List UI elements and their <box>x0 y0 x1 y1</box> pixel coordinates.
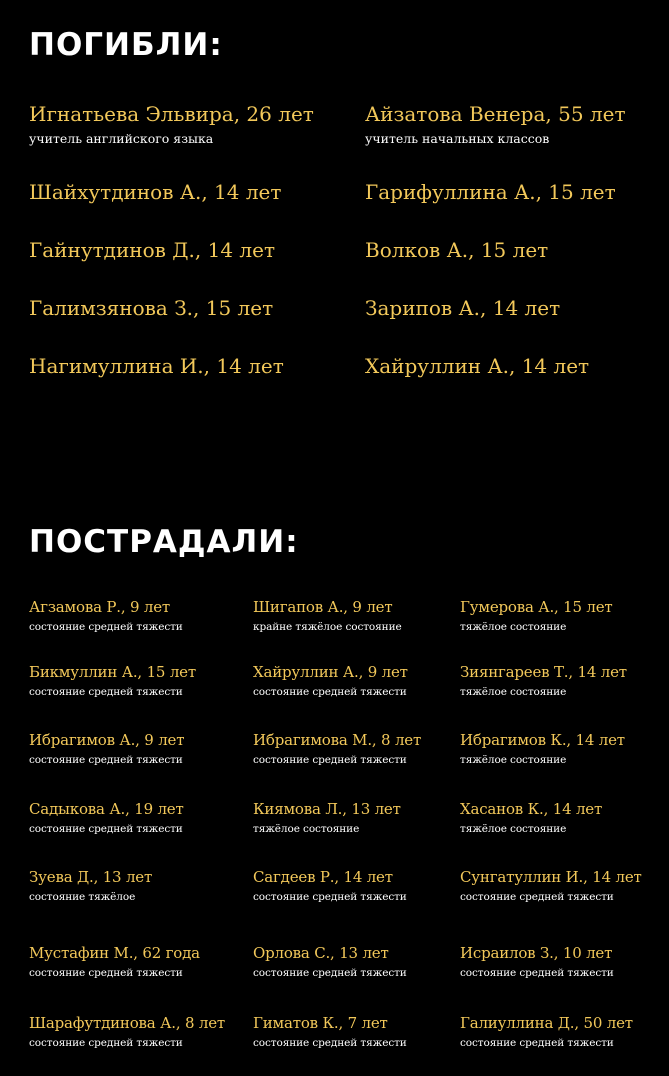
victim-name: Волков А., 15 лет <box>365 238 549 262</box>
injured-name: Агзамова Р., 9 лет <box>29 598 171 616</box>
injured-list-item <box>253 600 402 633</box>
injured-list-item <box>253 870 407 903</box>
dead-list-item <box>365 182 616 202</box>
injured-list-item <box>29 665 196 698</box>
injured-status: состояние средней тяжести <box>253 754 407 766</box>
victim-name: Хайруллин А., 14 лет <box>365 354 590 378</box>
injured-section-title: ПОСТРАДАЛИ: <box>29 524 299 560</box>
injured-name: Ибрагимова М., 8 лет <box>253 731 422 749</box>
victim-name: Игнатьева Эльвира, 26 лет <box>29 102 314 126</box>
injured-name: Мустафин М., 62 года <box>29 944 200 962</box>
injured-name: Ибрагимов К., 14 лет <box>460 731 625 749</box>
injured-status: тяжёлое состояние <box>253 823 360 835</box>
victim-name: Гарифуллина А., 15 лет <box>365 180 616 204</box>
injured-name: Зуева Д., 13 лет <box>29 868 153 886</box>
victim-name: Гайнутдинов Д., 14 лет <box>29 238 276 262</box>
injured-list-item <box>460 600 613 633</box>
injured-name: Ибрагимов А., 9 лет <box>29 731 185 749</box>
injured-list-item <box>253 1016 407 1049</box>
injured-name: Бикмуллин А., 15 лет <box>29 663 196 681</box>
dead-list-item <box>29 240 275 260</box>
injured-status: тяжёлое состояние <box>460 754 567 766</box>
injured-list-item <box>29 733 184 766</box>
dead-list-item <box>365 356 589 376</box>
injured-list-item <box>29 802 184 835</box>
injured-list-item <box>29 1016 225 1049</box>
injured-status: состояние средней тяжести <box>29 823 183 835</box>
injured-status: тяжёлое состояние <box>460 823 567 835</box>
victim-name: Нагимуллина И., 14 лет <box>29 354 284 378</box>
injured-status: состояние средней тяжести <box>29 754 183 766</box>
injured-list-item <box>460 946 614 979</box>
injured-list-item <box>29 946 200 979</box>
dead-list-item <box>29 298 273 318</box>
injured-name: Сунгатуллин И., 14 лет <box>460 868 642 886</box>
injured-list-item <box>460 870 642 903</box>
injured-status: состояние тяжёлое <box>29 891 136 903</box>
injured-status: состояние средней тяжести <box>460 967 614 979</box>
injured-name: Орлова С., 13 лет <box>253 944 389 962</box>
victim-name: Шайхутдинов А., 14 лет <box>29 180 282 204</box>
injured-name: Шарафутдинова А., 8 лет <box>29 1014 225 1032</box>
victim-name: Айзатова Венера, 55 лет <box>365 102 626 126</box>
injured-status: состояние средней тяжести <box>460 1037 614 1049</box>
injured-list-item <box>460 665 627 698</box>
injured-name: Гиматов К., 7 лет <box>253 1014 388 1032</box>
injured-list-item <box>29 870 152 903</box>
injured-list-item <box>253 733 421 766</box>
injured-status: состояние средней тяжести <box>29 621 183 633</box>
injured-status: состояние средней тяжести <box>253 686 407 698</box>
dead-section-title: ПОГИБЛИ: <box>29 27 223 63</box>
injured-name: Исраилов З., 10 лет <box>460 944 613 962</box>
injured-name: Хайруллин А., 9 лет <box>253 663 408 681</box>
injured-status: состояние средней тяжести <box>253 891 407 903</box>
injured-status: состояние средней тяжести <box>460 891 614 903</box>
injured-list-item <box>460 733 625 766</box>
injured-list-item <box>29 600 183 633</box>
injured-name: Хасанов К., 14 лет <box>460 800 603 818</box>
injured-list-item <box>460 802 602 835</box>
injured-name: Садыкова А., 19 лет <box>29 800 184 818</box>
injured-name: Киямова Л., 13 лет <box>253 800 401 818</box>
victim-name: Галимзянова З., 15 лет <box>29 296 274 320</box>
injured-name: Галиуллина Д., 50 лет <box>460 1014 633 1032</box>
dead-list-item <box>29 104 314 146</box>
injured-name: Зиянгареев Т., 14 лет <box>460 663 627 681</box>
injured-list-item <box>253 802 401 835</box>
injured-list-item <box>253 946 407 979</box>
dead-list-item <box>29 182 281 202</box>
injured-status: состояние средней тяжести <box>29 967 183 979</box>
injured-list-item <box>253 665 408 698</box>
injured-name: Сагдеев Р., 14 лет <box>253 868 393 886</box>
injured-status: состояние средней тяжести <box>253 1037 407 1049</box>
victim-name: Зарипов А., 14 лет <box>365 296 561 320</box>
injured-status: состояние средней тяжести <box>253 967 407 979</box>
injured-name: Гумерова А., 15 лет <box>460 598 613 616</box>
dead-list-item <box>365 298 560 318</box>
injured-status: крайне тяжёлое состояние <box>253 621 402 633</box>
injured-name: Шигапов А., 9 лет <box>253 598 393 616</box>
dead-list-item <box>29 356 284 376</box>
injured-status: тяжёлое состояние <box>460 621 567 633</box>
dead-list-item <box>365 104 626 146</box>
injured-list-item <box>460 1016 633 1049</box>
victim-description: учитель начальных классов <box>365 131 550 146</box>
dead-list-item <box>365 240 548 260</box>
victim-description: учитель английского языка <box>29 131 214 146</box>
injured-status: тяжёлое состояние <box>460 686 567 698</box>
injured-status: состояние средней тяжести <box>29 1037 183 1049</box>
injured-status: состояние средней тяжести <box>29 686 183 698</box>
